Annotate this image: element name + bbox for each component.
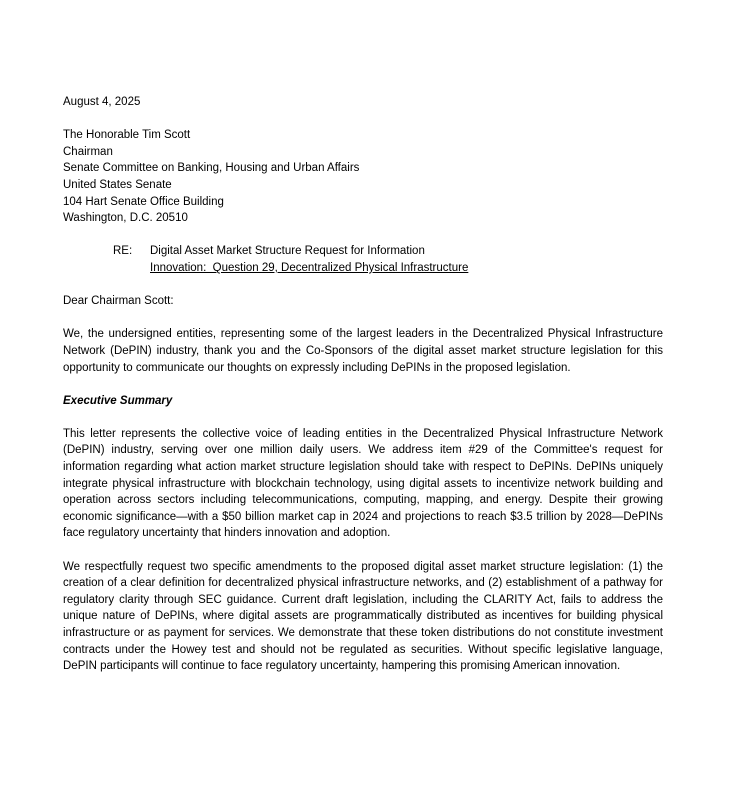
re-subject-line-2: Innovation: Question 29, Decentralized Physical Infrastructure [150, 261, 469, 274]
letter-date: August 4, 2025 [63, 96, 141, 108]
address-line-name: The Honorable Tim Scott [63, 129, 191, 142]
paragraph-summary-2: We respectfully request two specific amendments to the proposed digital asset market structure legislation: (1) the creation of a clear definition for decentralized physical infrastructure networks, and (2) establishment of a pathway for regulatory clarity through SEC guidance. Current draft legislation, including the CLARITY Act, fails to address the unique nature of DePINs, where digital assets are programmatically distributed as incentives for building physical infrastructure or as payment for services. We demonstrate that these token distributions do not constitute investment contracts under the Howey test and should not be regulated as securities. Without specific legislative language, DePIN participants will continue to face regulatory uncertainty, hampering this promising American innovation. [63, 560, 663, 673]
re-block [113, 243, 663, 276]
address-line-body: United States Senate [63, 178, 172, 191]
paragraph-intro: We, the undersigned entities, representing some of the largest leaders in the Decentralized Physical Infrastructure Network (DePIN) industry, thank you and the Co-Sponsors of the digital asset market structure legislation for this opportunity to communicate our thoughts on expressly including DePINs in the proposed legislation. [63, 328, 663, 374]
executive-summary-heading: Executive Summary [63, 394, 173, 407]
address-line-building: 104 Hart Senate Office Building [63, 195, 224, 208]
recipient-address [63, 127, 663, 227]
re-subject [150, 243, 468, 276]
address-line-title: Chairman [63, 145, 113, 158]
salutation: Dear Chairman Scott: [63, 295, 174, 308]
re-label: RE: [113, 245, 133, 258]
paragraph-summary-1: This letter represents the collective voice of leading entities in the Decentralized Physical Infrastructure Network (DePIN) industry, serving over one million daily users. We address item #29 of the Committee's request for information regarding what action market structure legislation should take with respect to DePINs. DePINs uniquely integrate physical infrastructure with blockchain technology, using digital assets to incentivize network building and operation across sectors including telecommunications, computing, mapping, and energy. Despite their growing economic significance—with a $50 billion market cap in 2024 and projections to reach $3.5 trillion by 2028—DePINs face regulatory uncertainty that hinders innovation and adoption. [63, 427, 663, 540]
address-line-city: Washington, D.C. 20510 [63, 212, 188, 225]
re-subject-line-1: Digital Asset Market Structure Request for Information [150, 245, 425, 258]
address-line-committee: Senate Committee on Banking, Housing and Urban Affairs [63, 162, 360, 175]
